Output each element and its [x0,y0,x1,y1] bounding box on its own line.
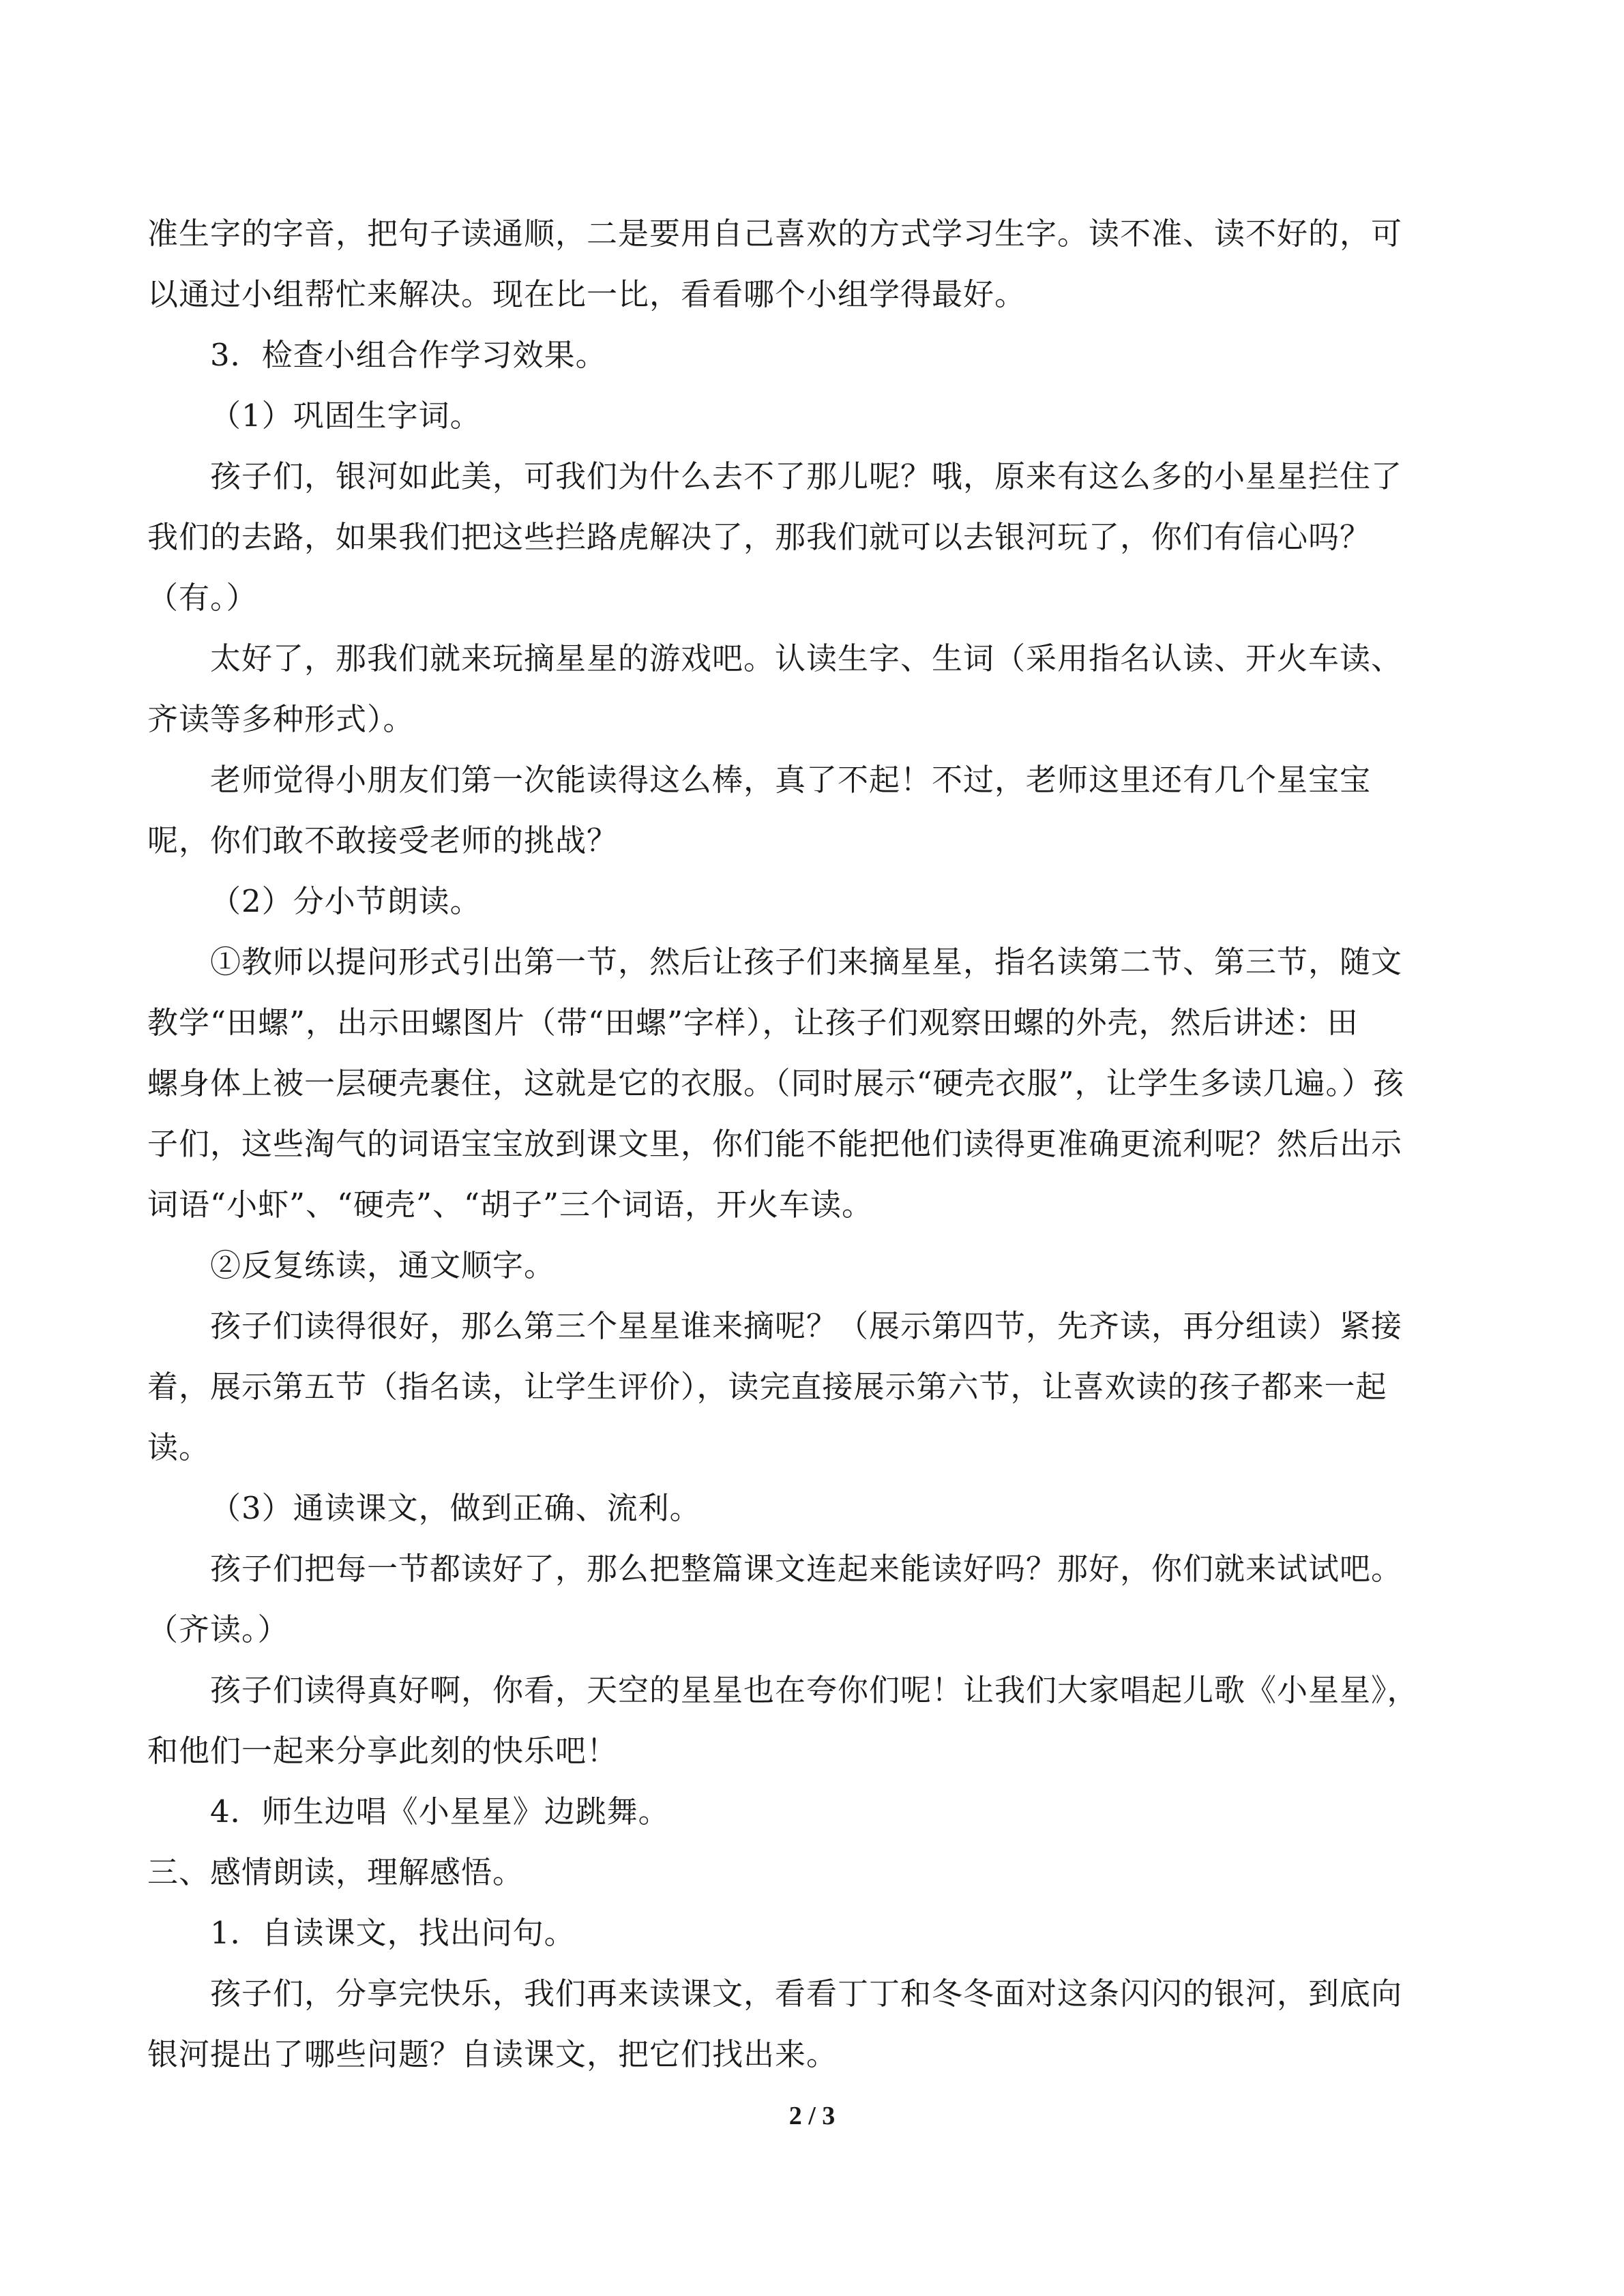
text-line: 老师觉得小朋友们第一次能读得这么棒，真了不起！不过，老师这里还有几个星宝宝 [210,762,1372,798]
text-line: 词语“小虾”、“硬壳”、“胡子”三个词语，开火车读。 [147,1187,874,1223]
text-line: 读。 [147,1429,211,1465]
text-line: ②反复练读，通文顺字。 [210,1247,556,1283]
text-line: （2）分小节朗读。 [210,883,482,919]
document-body [147,203,1477,2085]
text-line: 孩子们读得很好，那么第三个星星谁来摘呢？（展示第四节，先齐读，再分组读）紧接 [210,1308,1403,1344]
text-line: （有。） [147,580,258,616]
text-line: 太好了，那我们就来玩摘星星的游戏吧。认读生字、生词（采用指名认读、开火车读、 [210,640,1403,676]
text-line: 子们，这些淘气的词语宝宝放到课文里，你们能不能把他们读得更准确更流利呢？然后出示 [147,1126,1403,1162]
text-line: 螺身体上被一层硬壳裹住，这就是它的衣服。（同时展示“硬壳衣服”，让学生多读几遍。）孩 [147,1065,1405,1101]
text-line: 银河提出了哪些问题？自读课文，把它们找出来。 [147,2036,838,2072]
text-line: ①教师以提问形式引出第一节，然后让孩子们来摘星星，指名读第二节、第三节，随文 [210,944,1403,980]
text-line: 1．自读课文，找出问句。 [210,1915,576,1951]
text-line: 3．检查小组合作学习效果。 [210,337,607,373]
text-line: 我们的去路，如果我们把这些拦路虎解决了，那我们就可以去银河玩了，你们有信心吗？ [147,519,1372,555]
text-line: 齐读等多种形式）。 [147,701,415,737]
text-line: 教学“田螺”，出示田螺图片（带“田螺”字样），让孩子们观察田螺的外壳，然后讲述：田 [147,1004,1359,1041]
text-line: 孩子们，银河如此美，可我们为什么去不了那儿呢？哦，原来有这么多的小星星拦住了 [210,458,1403,494]
text-line: 孩子们把每一节都读好了，那么把整篇课文连起来能读好吗？那好，你们就来试试吧。 [210,1551,1403,1587]
page-number: 2 / 3 [788,2102,836,2130]
text-line: （齐读。） [147,1611,289,1648]
text-line: 4．师生边唱《小星星》边跳舞。 [210,1793,670,1830]
text-line: 孩子们，分享完快乐，我们再来读课文，看看丁丁和冬冬面对这条闪闪的银河，到底向 [210,1976,1403,2012]
text-line: （1）巩固生字词。 [210,398,482,434]
text-line: 孩子们读得真好啊，你看，天空的星星也在夸你们呢！让我们大家唱起儿歌《小星星》， [210,1672,1419,1708]
text-line: 呢，你们敢不敢接受老师的挑战？ [147,822,619,859]
text-line: 和他们一起来分享此刻的快乐吧！ [147,1733,619,1769]
text-line: 准生字的字音，把句子读通顺，二是要用自己喜欢的方式学习生字。读不准、读不好的，可 [147,215,1403,252]
text-line: 着，展示第五节（指名读，让学生评价），读完直接展示第六节，让喜欢读的孩子都来一起 [147,1369,1387,1405]
text-line: （3）通读课文，做到正确、流利。 [210,1490,701,1526]
text-line: 以通过小组帮忙来解决。现在比一比，看看哪个小组学得最好。 [147,276,1027,312]
section-heading: 三、感情朗读，理解感悟。 [147,1854,525,1890]
